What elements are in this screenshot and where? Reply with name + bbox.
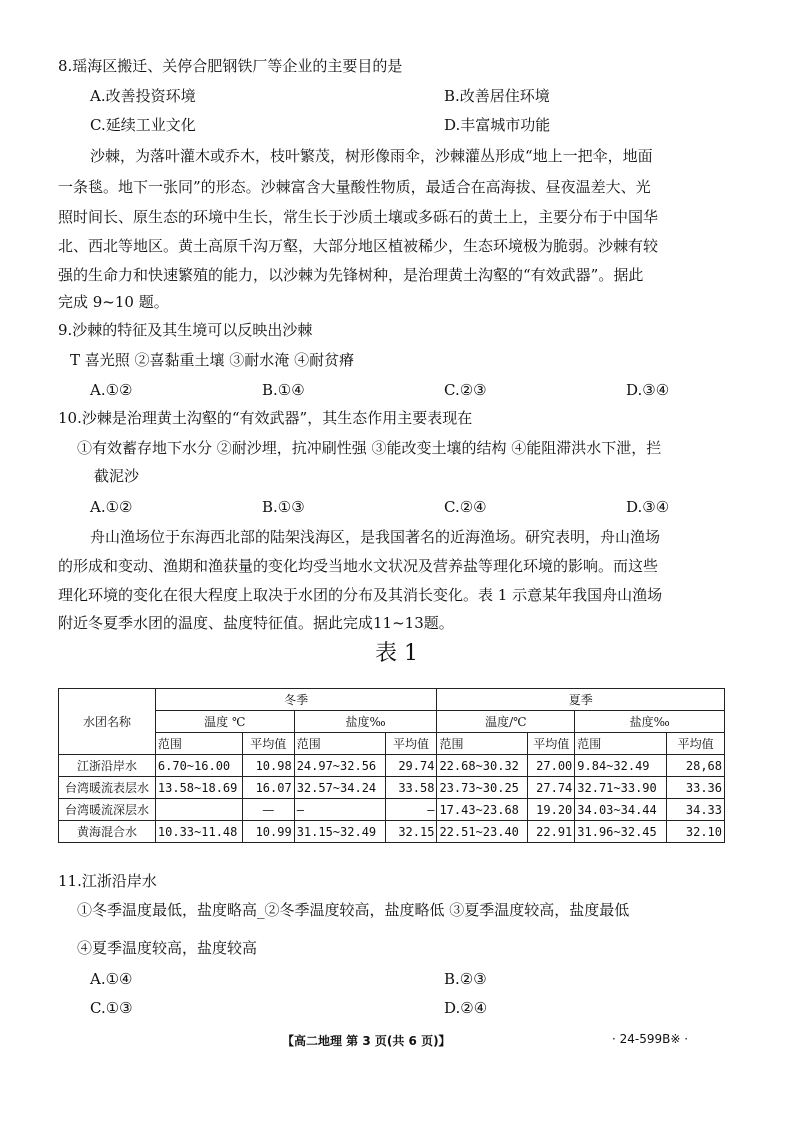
footer-page-info: 【高二地理 第 3 页(共 6 页)】	[282, 1034, 451, 1048]
passage1-line-5: 强的生命力和快速繁殖的能力，以沙棘为先锋树种，是治理黄土沟壑的“有效武器”。据此	[58, 266, 644, 284]
q10-items-line-1: ①有效蓄存地下水分 ②耐沙埋，抗冲刷性强 ③能改变土壤的结构 ④能阻滞洪水下泄，拦	[77, 439, 662, 457]
q10-option-b: B.①③	[262, 498, 305, 516]
passage2-line-3: 理化环境的变化在很大程度上取决于水团的分布及其消长变化。表 1 示意某年我国舟山渔场	[58, 586, 663, 604]
passage1-line-4: 北、西北等地区。黄土高原千沟万壑，大部分地区植被稀少，生态环境极为脆弱。沙棘有较	[58, 237, 659, 255]
q11-option-b: B.②③	[444, 970, 487, 988]
cell-summer-sal-range: 9.84~32.49	[575, 755, 667, 777]
header-range: 范围	[437, 733, 528, 755]
header-range: 范围	[294, 733, 385, 755]
q9-option-c: C.②③	[444, 381, 487, 399]
cell-winter-temp-range: 13.58~18.69	[155, 777, 242, 799]
cell-summer-temp-range: 23.73~30.25	[437, 777, 528, 799]
cell-winter-sal-avg: —	[385, 799, 437, 821]
header-range: 范围	[575, 733, 667, 755]
q8-option-b: B.改善居住环境	[444, 87, 550, 105]
row-name: 江浙沿岸水	[59, 755, 156, 777]
cell-winter-temp-range: 6.70~16.00	[155, 755, 242, 777]
header-water-mass-name: 水团名称	[59, 689, 156, 755]
cell-summer-temp-avg: 27.00	[528, 755, 575, 777]
q10-option-a: A.①②	[90, 498, 133, 516]
passage2-line-1: 舟山渔场位于东海西北部的陆架浅海区，是我国著名的近海渔场。研究表明，舟山渔场	[90, 528, 661, 546]
cell-summer-temp-range: 22.51~23.40	[437, 821, 528, 843]
table-row	[59, 755, 725, 777]
cell-summer-temp-avg: 27.74	[528, 777, 575, 799]
cell-winter-sal-range: —	[294, 799, 385, 821]
table-row	[59, 821, 725, 843]
q9-option-a: A.①②	[90, 381, 133, 399]
q8-option-d: D.丰富城市功能	[444, 116, 551, 134]
header-average: 平均值	[385, 733, 437, 755]
cell-winter-sal-avg: 33.58	[385, 777, 437, 799]
passage1-line-6: 完成 9~10 题。	[58, 293, 169, 311]
header-average: 平均值	[667, 733, 725, 755]
header-winter-temperature: 温度 ℃	[155, 711, 294, 733]
q10-option-c: C.②④	[444, 498, 487, 516]
cell-summer-temp-range: 17.43~23.68	[437, 799, 528, 821]
cell-winter-temp-avg: 10.98	[242, 755, 294, 777]
header-summer-salinity: 盐度‰	[575, 711, 725, 733]
table-title: 表 1	[375, 641, 418, 666]
cell-winter-temp-avg: 10.99	[242, 821, 294, 843]
header-average: 平均值	[242, 733, 294, 755]
cell-summer-sal-avg: 33.36	[667, 777, 725, 799]
cell-winter-sal-range: 31.15~32.49	[294, 821, 385, 843]
cell-winter-temp-avg: 16.07	[242, 777, 294, 799]
q11-option-c: C.①③	[90, 999, 133, 1017]
cell-summer-temp-avg: 22.91	[528, 821, 575, 843]
q11-items-line-2: ④夏季温度较高，盐度较高	[77, 939, 258, 957]
cell-summer-sal-range: 31.96~32.45	[575, 821, 667, 843]
cell-winter-sal-range: 24.97~32.56	[294, 755, 385, 777]
q10-stem: 10.沙棘是治理黄土沟壑的“有效武器”，其生态作用主要表现在	[58, 409, 473, 427]
cell-summer-sal-range: 32.71~33.90	[575, 777, 667, 799]
row-name: 台湾暖流表层水	[59, 777, 156, 799]
cell-winter-temp-range: 10.33~11.48	[155, 821, 242, 843]
cell-winter-sal-range: 32.57~34.24	[294, 777, 385, 799]
table-row	[59, 777, 725, 799]
q8-option-a: A.改善投资环境	[90, 87, 196, 105]
q11-option-a: A.①④	[90, 970, 133, 988]
q11-option-d: D.②④	[444, 999, 488, 1017]
q9-items: T 喜光照 ②喜黏重土壤 ③耐水淹 ④耐贫瘠	[70, 351, 355, 369]
header-range: 范围	[155, 733, 242, 755]
cell-winter-temp-avg: —	[242, 799, 294, 821]
header-average: 平均值	[528, 733, 575, 755]
passage2-line-2: 的形成和变动、渔期和渔获量的变化均受当地水文状况及营养盐等理化环境的影响。而这些	[58, 557, 659, 575]
table-row	[59, 799, 725, 821]
cell-winter-sal-avg: 32.15	[385, 821, 437, 843]
row-name: 台湾暖流深层水	[59, 799, 156, 821]
passage1-line-1: 沙棘，为落叶灌木或乔木，枝叶繁茂，树形像雨伞，沙棘灌丛形成“地上一把伞，地面	[90, 147, 653, 165]
cell-summer-temp-range: 22.68~30.32	[437, 755, 528, 777]
q10-items-line-2: 截泥沙	[94, 467, 140, 485]
cell-summer-sal-avg: 28,68	[667, 755, 725, 777]
header-summer: 夏季	[437, 689, 725, 711]
header-summer-temperature: 温度/℃	[437, 711, 575, 733]
passage1-line-2: 一条毯。地下一张同”的形态。沙棘富含大量酸性物质，最适合在高海拔、昼夜温差大、光	[58, 178, 651, 196]
cell-winter-temp-range	[155, 799, 242, 821]
q9-option-d: D.③④	[626, 381, 670, 399]
cell-summer-sal-avg: 34.33	[667, 799, 725, 821]
passage2-line-4: 附近冬夏季水团的温度、盐度特征值。据此完成11~13题。	[58, 614, 454, 632]
q8-option-c: C.延续工业文化	[90, 116, 196, 134]
cell-winter-sal-avg: 29.74	[385, 755, 437, 777]
cell-summer-sal-range: 34.03~34.44	[575, 799, 667, 821]
q11-items-line-1: ①冬季温度最低，盐度略高_②冬季温度较高，盐度略低 ③夏季温度较高，盐度最低	[77, 901, 630, 919]
q9-option-b: B.①④	[262, 381, 305, 399]
q10-option-d: D.③④	[626, 498, 670, 516]
passage1-line-3: 照时间长、原生态的环境中生长，常生长于沙质土壤或多砾石的黄土上，主要分布于中国华	[58, 208, 659, 226]
q9-stem: 9.沙棘的特征及其生境可以反映出沙棘	[58, 321, 313, 339]
cell-summer-temp-avg: 19.20	[528, 799, 575, 821]
cell-summer-sal-avg: 32.10	[667, 821, 725, 843]
q11-stem: 11.江浙沿岸水	[58, 872, 157, 890]
row-name: 黄海混合水	[59, 821, 156, 843]
water-mass-table	[58, 688, 725, 843]
footer-paper-code: · 24-599B※ ·	[612, 1032, 689, 1046]
q8-stem: 8.瑶海区搬迁、关停合肥钢铁厂等企业的主要目的是	[58, 57, 403, 75]
header-winter: 冬季	[155, 689, 437, 711]
header-winter-salinity: 盐度‰	[294, 711, 437, 733]
